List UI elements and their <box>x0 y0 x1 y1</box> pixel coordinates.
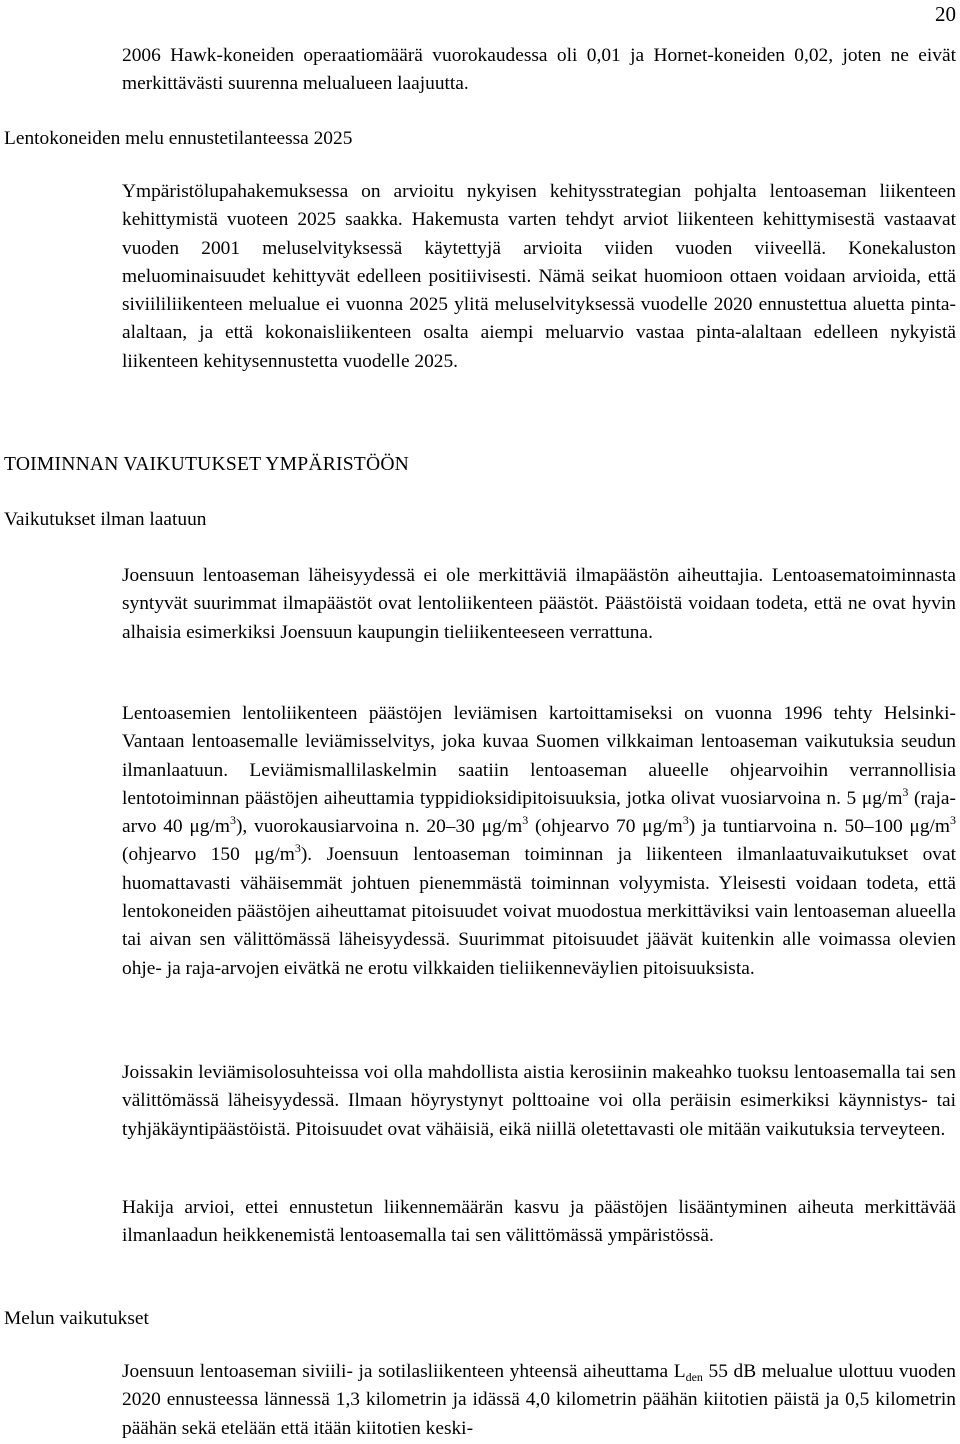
section-heading: TOIMINNAN VAIKUTUKSET YMPÄRISTÖÖN <box>4 454 410 475</box>
air-paragraph-3: Joissakin leviämisolosuhteissa voi olla mahdollista aistia kerosiinin makeahko tuoksu lentoasemalla tai sen välittömässä läheisyydessä. Ilmaan höyrystynyt polttoaine voi olla peräisin esimerkiksi käynnistys- tai tyhjäkäyntipäästöistä. Pitoisuudet ovat vähäisiä, eikä niillä oletettavasti ole mitään vaikutuksia terveyteen. <box>122 1062 956 1140</box>
page-number: 20 <box>935 2 956 26</box>
forecast-heading: Lentokoneiden melu ennustetilanteessa 2025 <box>4 128 353 149</box>
air-paragraph-4: Hakija arvioi, ettei ennustetun liikennemäärän kasvu ja päästöjen lisääntyminen aiheuta merkittävää ilmanlaadun heikkenemistä lentoasemalla tai sen välittömässä ympäristössä. <box>122 1197 956 1247</box>
intro-paragraph: 2006 Hawk-koneiden operaatiomäärä vuorokaudessa oli 0,01 ja Hornet-koneiden 0,02, joten ne eivät merkittävästi suurenna melualueen laajuutta. <box>122 45 956 95</box>
noise-paragraph: Joensuun lentoaseman siviili- ja sotilasliikenteen yhteensä aiheuttama $L_{den}$ 55 dB melualue ulottuu vuoden 2020 ennusteessa lännessä 1,3 kilometrin ja idässä 4,0 kilometrin päähän kiitotien päistä ja 0,5 kilometrin päähän sekä etelään että itään kiitotien keski- <box>122 1361 956 1439</box>
air-paragraph-2: Lentoasemien lentoliikenteen päästöjen leviämisen kartoittamiseksi on vuonna 1996 tehty Helsinki-Vantaan lentoasemalle leviämisselvitys, joka kuvaa Suomen vilkkaiman lentoaseman vaikutuksia seudun ilmanlaatuun. Leviämismallilaskelmin saatiin lentoaseman alueelle ohjearvoihin verrannollisia lentotoiminnan päästöjen aiheuttamia typpidioksidipitoisuuksia, jotka olivat vuosiarvoina n. 5 $\mu g/m^3$ (raja-arvo 40 $\mu g/m^3$), vuorokausiarvoina n. 20–30 $\mu g/m^3$ (ohjearvo 70 $\mu g/m^3$) ja tuntiarvoina n. 50–100 $\mu g/m^3$ (ohjearvo 150 $\mu g/m^3$). Joensuun lentoaseman toiminnan ja liikenteen ilmanlaatuvaikutukset ovat huomattavasti vähäisemmät johtuen pienemmästä toiminnan volyymista. Yleisesti voidaan todeta, että lentokoneiden päästöjen aiheuttamat pitoisuudet voivat muodostua merkittäviksi vain lentoaseman alueella tai aivan sen välittömässä läheisyydessä. Suurimmat pitoisuudet jäävät kuitenkin alle voimassa olevien ohje- ja raja-arvojen eivätkä ne erotu vilkkaiden tieliikenneväylien pitoisuuksista. <box>122 703 956 979</box>
air-paragraph-1: Joensuun lentoaseman läheisyydessä ei ole merkittäviä ilmapäästön aiheuttajia. Lentoasematoiminnasta syntyvät suurimmat ilmapäästöt ovat lentoliikenteen päästöt. Päästöistä voidaan todeta, että ne ovat hyvin alhaisia esimerkiksi Joensuun kaupungin tieliikenteeseen verrattuna. <box>122 565 956 643</box>
air-quality-heading: Vaikutukset ilman laatuun <box>4 509 207 530</box>
forecast-paragraph: Ympäristölupahakemuksessa on arvioitu nykyisen kehitysstrategian pohjalta lentoaseman liikenteen kehittymistä vuoteen 2025 saakka. Hakemusta varten tehdyt arviot liikenteen kehittymisestä vastaavat vuoden 2001 meluselvityksessä käytettyjä arvioita viiden vuoden viiveellä. Konekaluston meluominaisuudet kehittyvät edelleen positiivisesti. Nämä seikat huomioon ottaen voidaan arvioida, että siviililiikenteen melualue ei vuonna 2025 ylitä meluselvityksessä vuodelle 2020 ennustettua aluetta pinta-alaltaan, ja että kokonaisliikenteen osalta aiempi meluarvio vastaa pinta-alaltaan edelleen nykyistä liikenteen kehitysennustetta vuodelle 2025. <box>122 181 956 372</box>
noise-heading: Melun vaikutukset <box>4 1308 149 1329</box>
